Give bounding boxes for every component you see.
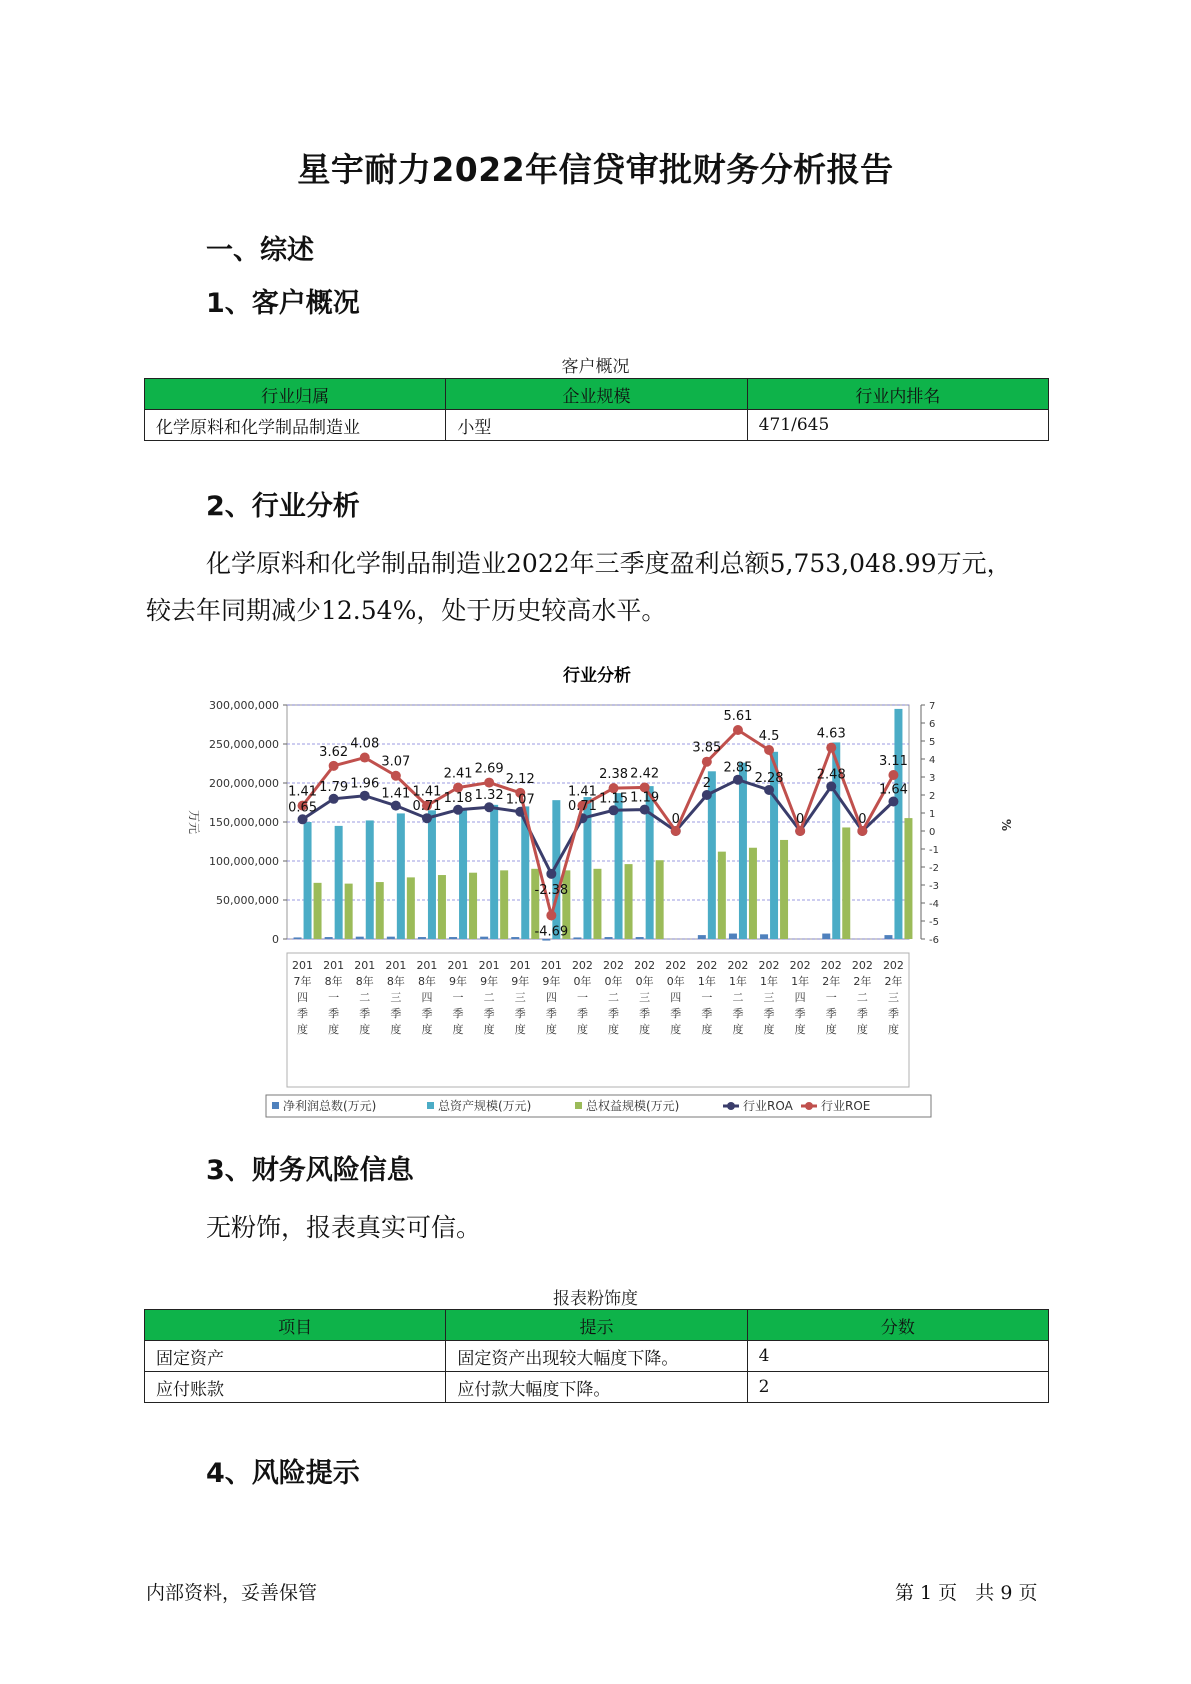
category-label: 三 [639, 991, 651, 1004]
right-tick-label: -2 [929, 863, 939, 874]
right-tick-label: 6 [929, 719, 936, 730]
bar [884, 935, 892, 939]
bar [376, 882, 384, 939]
category-label: 8年 [324, 975, 343, 988]
left-tick-label: 100,000,000 [209, 855, 279, 868]
legend-label: 行业ROA [743, 1099, 793, 1113]
category-label: 202 [851, 959, 873, 972]
bar [325, 937, 333, 939]
category-label: 一 [452, 991, 464, 1004]
bar [698, 935, 706, 939]
legend-swatch [575, 1102, 582, 1109]
right-tick-label: 0 [929, 827, 936, 838]
risk-paragraph: 无粉饰，报表真实可信。 [206, 1213, 482, 1242]
category-label: 季 [608, 1007, 620, 1020]
data-point [329, 794, 339, 804]
category-label: 四 [297, 991, 309, 1004]
table-header-row [145, 379, 1049, 410]
data-label: 1.32 [474, 788, 504, 804]
category-label: 一 [576, 991, 588, 1004]
category-label: 202 [571, 959, 593, 972]
category-label: 季 [670, 1007, 682, 1020]
category-label: 0年 [573, 975, 592, 988]
right-tick-label: -5 [929, 917, 939, 928]
industry-analysis-heading: 2、行业分析 [206, 491, 360, 522]
data-point [702, 757, 712, 767]
category-label: 8年 [355, 975, 374, 988]
left-axis-label: 万元 [187, 809, 201, 835]
left-tick-label: 300,000,000 [209, 699, 279, 712]
header-hint: 提示 [446, 1310, 747, 1341]
data-label: -2.38 [534, 882, 569, 898]
category-label: 0年 [604, 975, 623, 988]
data-point [795, 826, 805, 836]
industry-paragraph-line1: 化学原料和化学制品制造业2022年三季度盈利总额5,753,048.99万元， [206, 549, 1012, 578]
category-label: 季 [794, 1007, 806, 1020]
category-label: 二 [856, 991, 868, 1004]
data-label: 1.96 [350, 776, 380, 792]
category-label: 四 [794, 991, 806, 1004]
bar [894, 709, 902, 939]
data-label: 2 [702, 776, 711, 791]
data-label: 0.71 [567, 799, 597, 815]
category-label: 季 [545, 1007, 557, 1020]
category-label: 2年 [822, 975, 841, 988]
data-point [888, 770, 898, 780]
bar [636, 937, 644, 939]
category-label: 季 [452, 1007, 464, 1020]
left-axis [209, 699, 287, 946]
right-tick-label: 2 [929, 791, 936, 802]
bar [387, 937, 395, 939]
industry-analysis-chart [150, 655, 1050, 1125]
data-label: 4.5 [758, 729, 780, 744]
table-row [145, 1372, 1049, 1403]
data-label: 5.61 [723, 709, 753, 725]
category-label: 一 [701, 991, 713, 1004]
data-point [546, 869, 556, 879]
category-label: 9年 [542, 975, 561, 988]
category-label: 1年 [791, 975, 810, 988]
bar [345, 884, 353, 939]
data-label: 1.41 [288, 784, 318, 800]
category-label: 度 [856, 1023, 868, 1036]
data-label: 1.15 [599, 791, 629, 807]
whitewash-table [144, 1309, 1049, 1403]
data-point [484, 778, 494, 788]
table-row [145, 1341, 1049, 1372]
data-point [733, 725, 743, 735]
category-label: 202 [789, 959, 811, 972]
data-label: 1.07 [505, 792, 535, 808]
category-label: 201 [354, 959, 376, 972]
bar [656, 860, 664, 939]
category-label: 二 [483, 991, 495, 1004]
left-tick-label: 0 [272, 933, 279, 946]
category-label: 二 [359, 991, 371, 1004]
category-label: 季 [701, 1007, 713, 1020]
category-label: 四 [670, 991, 682, 1004]
category-label: 一 [328, 991, 340, 1004]
category-label: 季 [763, 1007, 775, 1020]
bar [760, 934, 768, 939]
data-label: -4.69 [534, 924, 569, 940]
bar [438, 875, 446, 939]
bar [605, 937, 613, 939]
category-label: 二 [732, 991, 744, 1004]
data-point [360, 753, 370, 763]
data-label: 4.08 [350, 736, 380, 752]
category-label: 度 [701, 1023, 713, 1036]
category-label: 季 [639, 1007, 651, 1020]
header-item: 项目 [145, 1310, 446, 1341]
category-label: 度 [576, 1023, 588, 1036]
category-label: 度 [452, 1023, 464, 1036]
category-label: 201 [447, 959, 469, 972]
category-label: 季 [483, 1007, 495, 1020]
data-point [546, 910, 556, 920]
category-label: 202 [603, 959, 625, 972]
bar [366, 820, 374, 939]
data-label: 0 [858, 812, 867, 827]
category-label: 201 [416, 959, 438, 972]
category-label: 201 [292, 959, 314, 972]
data-label: 1.64 [878, 782, 908, 798]
category-label: 度 [359, 1023, 371, 1036]
bar [593, 869, 601, 939]
category-label: 季 [421, 1007, 433, 1020]
data-label: 0.71 [412, 799, 442, 815]
footer-page-number: 第 1 页 共 9 页 [895, 1582, 1038, 1604]
data-label: 1.41 [567, 784, 597, 800]
header-score: 分数 [747, 1310, 1048, 1341]
financial-risk-heading: 3、财务风险信息 [206, 1155, 414, 1186]
data-label: 0 [671, 812, 680, 827]
data-point [826, 781, 836, 791]
header-industry: 行业归属 [145, 379, 446, 410]
data-point [826, 743, 836, 753]
data-point [857, 826, 867, 836]
category-label: 季 [825, 1007, 837, 1020]
bar [356, 937, 364, 939]
right-tick-label: 3 [929, 773, 936, 784]
category-label: 度 [887, 1023, 899, 1036]
bar [407, 877, 415, 939]
category-label: 201 [540, 959, 562, 972]
category-label: 度 [297, 1023, 309, 1036]
data-label: 0.65 [288, 800, 318, 816]
category-label: 202 [665, 959, 687, 972]
category-label: 202 [820, 959, 842, 972]
category-label: 度 [421, 1023, 433, 1036]
data-label: 4.63 [816, 726, 846, 742]
bar [842, 827, 850, 939]
bar [449, 937, 457, 939]
data-point [484, 802, 494, 812]
legend-swatch [272, 1102, 279, 1109]
data-label: 0 [796, 812, 805, 827]
right-tick-label: 5 [929, 737, 936, 748]
bar [397, 813, 405, 939]
footer-confidential-note: 内部资料，妥善保管 [146, 1582, 318, 1604]
legend-label: 净利润总数(万元) [283, 1099, 377, 1113]
data-label: 1.41 [412, 784, 442, 800]
table-row [145, 410, 1049, 441]
industry-paragraph-line2: 较去年同期减少12.54%，处于历史较高水平。 [146, 596, 667, 625]
data-label: 1.19 [630, 790, 660, 806]
data-point [391, 771, 401, 781]
bar [304, 822, 312, 939]
data-label: 2.38 [599, 767, 629, 783]
category-label: 二 [608, 991, 620, 1004]
category-label: 1年 [697, 975, 716, 988]
category-label: 度 [639, 1023, 651, 1036]
document-title: 星宇耐力2022年信贷审批财务分析报告 [297, 150, 894, 189]
header-industry-rank: 行业内排名 [747, 379, 1048, 410]
category-axis-box [287, 953, 909, 1087]
data-label: 3.85 [692, 740, 722, 756]
right-tick-label: 7 [929, 701, 936, 712]
category-label: 度 [670, 1023, 682, 1036]
category-label: 8年 [386, 975, 405, 988]
category-label: 2年 [853, 975, 872, 988]
data-label: 1.18 [443, 790, 473, 806]
right-tick-label: 1 [929, 809, 936, 820]
bar [780, 840, 788, 939]
risk-warning-heading: 4、风险提示 [206, 1458, 360, 1489]
bar [904, 818, 912, 939]
legend-label: 总资产规模(万元) [438, 1099, 532, 1113]
category-label: 8年 [417, 975, 436, 988]
category-label: 度 [328, 1023, 340, 1036]
category-label: 一 [825, 991, 837, 1004]
bar [511, 937, 519, 939]
category-label: 202 [758, 959, 780, 972]
customer-overview-heading: 1、客户概况 [206, 288, 360, 319]
header-company-size: 企业规模 [446, 379, 747, 410]
table-header-row [145, 1310, 1049, 1341]
data-label: 3.11 [878, 754, 908, 770]
left-tick-label: 50,000,000 [216, 894, 279, 907]
right-tick-label: -6 [929, 935, 939, 946]
chart-title: 行业分析 [563, 666, 631, 686]
cell-industry: 化学原料和化学制品制造业 [145, 410, 446, 441]
left-tick-label: 250,000,000 [209, 738, 279, 751]
category-label: 四 [421, 991, 433, 1004]
bar [822, 934, 830, 939]
data-label: 3.62 [319, 744, 349, 760]
left-tick-label: 150,000,000 [209, 816, 279, 829]
bar [500, 870, 508, 939]
data-point [360, 791, 370, 801]
category-label: 201 [509, 959, 531, 972]
category-label: 三 [514, 991, 526, 1004]
customer-table [144, 378, 1049, 441]
right-axis-label: % [999, 818, 1013, 832]
category-label: 度 [732, 1023, 744, 1036]
cell-company-size: 小型 [446, 410, 747, 441]
bar [469, 873, 477, 939]
data-label: 2.41 [443, 766, 473, 782]
category-label: 度 [390, 1023, 402, 1036]
data-label: 2.85 [723, 760, 753, 776]
cell-item: 固定资产 [145, 1341, 446, 1372]
bar [428, 810, 436, 939]
data-point [298, 814, 308, 824]
data-label: 2.28 [754, 770, 784, 786]
category-label: 度 [825, 1023, 837, 1036]
data-point [329, 761, 339, 771]
legend-label: 行业ROE [821, 1099, 871, 1113]
data-label: 2.42 [630, 766, 660, 782]
category-label: 9年 [480, 975, 499, 988]
data-point [702, 790, 712, 800]
data-label: 2.48 [816, 767, 846, 783]
data-point [671, 826, 681, 836]
bar [625, 864, 633, 939]
category-label: 0年 [666, 975, 685, 988]
data-label: 3.07 [381, 754, 411, 770]
data-point [391, 801, 401, 811]
legend-label: 总权益规模(万元) [586, 1099, 680, 1113]
data-label: 1.79 [319, 779, 349, 795]
data-point [640, 805, 650, 815]
right-tick-label: -4 [929, 899, 939, 910]
category-label: 202 [696, 959, 718, 972]
bar [459, 808, 467, 939]
category-label: 季 [297, 1007, 309, 1020]
category-label: 202 [727, 959, 749, 972]
bar [749, 848, 757, 939]
bar [418, 937, 426, 939]
category-label: 三 [763, 991, 775, 1004]
category-label: 0年 [635, 975, 654, 988]
category-label: 1年 [760, 975, 779, 988]
category-label: 度 [763, 1023, 775, 1036]
whitewash-table-caption: 报表粉饰度 [553, 1289, 638, 1309]
category-label: 季 [576, 1007, 588, 1020]
cell-score: 4 [747, 1341, 1048, 1372]
category-label: 度 [514, 1023, 526, 1036]
category-label: 季 [887, 1007, 899, 1020]
category-label: 季 [514, 1007, 526, 1020]
category-label: 度 [608, 1023, 620, 1036]
category-label: 201 [478, 959, 500, 972]
data-point [609, 805, 619, 815]
data-point [733, 775, 743, 785]
category-label: 9年 [449, 975, 468, 988]
cell-score: 2 [747, 1372, 1048, 1403]
category-label: 度 [794, 1023, 806, 1036]
category-label: 季 [732, 1007, 744, 1020]
category-label: 202 [882, 959, 904, 972]
section-overview-heading: 一、综述 [206, 235, 314, 266]
data-label: 2.12 [505, 771, 535, 787]
cell-industry-rank: 471/645 [747, 410, 1048, 441]
left-tick-label: 200,000,000 [209, 777, 279, 790]
cell-hint: 固定资产出现较大幅度下降。 [446, 1341, 747, 1372]
category-label: 2年 [884, 975, 903, 988]
legend-swatch [427, 1102, 434, 1109]
right-tick-label: -3 [929, 881, 939, 892]
right-tick-label: 4 [929, 755, 936, 766]
bar [729, 934, 737, 939]
bar [314, 883, 322, 939]
bar [335, 826, 343, 939]
legend-marker [727, 1102, 735, 1110]
legend-marker [805, 1102, 813, 1110]
category-label: 季 [359, 1007, 371, 1020]
bar [739, 763, 747, 939]
category-label: 7年 [293, 975, 312, 988]
data-point [764, 745, 774, 755]
category-label: 202 [634, 959, 656, 972]
bar [573, 937, 581, 939]
category-label: 度 [483, 1023, 495, 1036]
category-label: 三 [887, 991, 899, 1004]
data-point [888, 796, 898, 806]
data-point [422, 813, 432, 823]
cell-item: 应付账款 [145, 1372, 446, 1403]
cell-hint: 应付款大幅度下降。 [446, 1372, 747, 1403]
data-point [764, 785, 774, 795]
bar [718, 852, 726, 939]
right-axis [921, 701, 939, 946]
category-label: 季 [856, 1007, 868, 1020]
data-point [453, 805, 463, 815]
category-label: 四 [545, 991, 557, 1004]
category-label: 季 [328, 1007, 340, 1020]
bar [294, 937, 302, 939]
category-label: 度 [545, 1023, 557, 1036]
category-label: 9年 [511, 975, 530, 988]
customer-table-caption: 客户概况 [561, 357, 630, 377]
bar [490, 805, 498, 939]
category-label: 201 [323, 959, 345, 972]
data-label: 1.41 [381, 786, 411, 802]
category-label: 季 [390, 1007, 402, 1020]
bar [615, 793, 623, 939]
category-label: 201 [385, 959, 407, 972]
bar [480, 937, 488, 939]
data-label: 2.69 [474, 761, 504, 777]
category-labels [292, 959, 904, 1036]
right-tick-label: -1 [929, 845, 939, 856]
category-label: 三 [390, 991, 402, 1004]
category-label: 1年 [728, 975, 747, 988]
